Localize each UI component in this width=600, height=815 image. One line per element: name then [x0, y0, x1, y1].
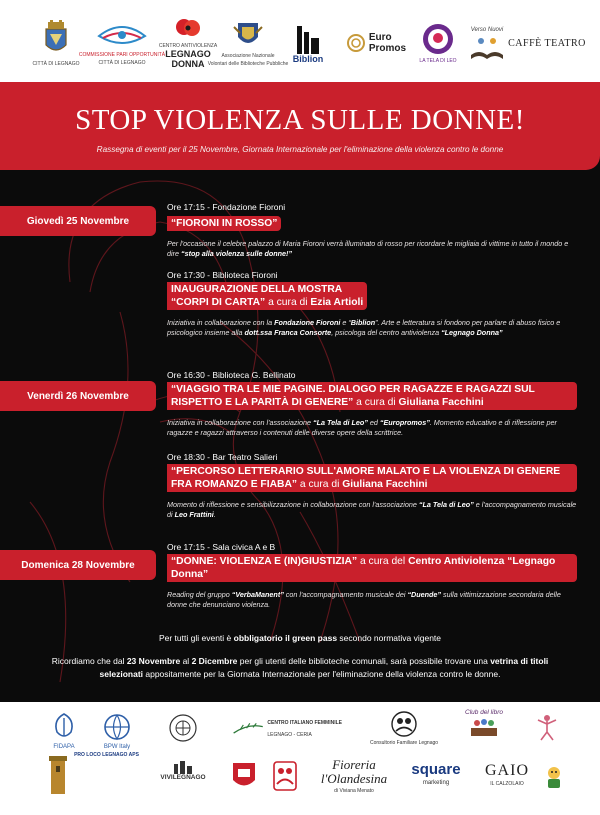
la-tela-di-leo-logo: LA TELA DI LEO [418, 14, 458, 72]
mascot-logo [540, 764, 568, 790]
city-skyline-icon [172, 760, 194, 774]
associazione-volontari-logo: Associazione Nazionale Volontari delle Biblioteche Pubbliche [222, 14, 274, 72]
olive-branch-icon [232, 720, 264, 738]
centro-antiviolenza-logo: CENTRO ANTIVIOLENZA LEGNAGO DONNA [160, 14, 216, 72]
shield-badge-icon [230, 760, 258, 792]
dancing-figure-icon [533, 712, 561, 742]
comune-legnago-logo: CITTÀ DI LEGNAGO [36, 14, 76, 72]
consultorio-familiare-logo: Consultorio Familiare Legnago [362, 710, 446, 746]
event-title: “PERCORSO LETTERARIO SULL'AMORE MALATO E LA VIOLENZA DI GENERE FRA ROMANZO E FIABA” a cura di Giuliana Facchini [167, 464, 577, 492]
event-description: Per l'occasione il celebre palazzo di Maria Fioroni verrà illuminato di rosso per ricordare le migliaia di vittime in tutto il mondo e dire “stop alla violenza sulle donne!” [167, 239, 569, 258]
biblion-logo: Biblion [286, 14, 330, 72]
vivilegnago-logo: VIVILEGNAGO [150, 760, 216, 781]
library-reminder-note: Ricordiamo che dal 23 Novembre al 2 Dicembre per gli utenti delle biblioteche comunali, sarà possibile trovare una vetrina di titoli selezionati appositamente per la Giornata Internazionale per l'eliminazione della violenza contro le donne. [51, 656, 549, 679]
seal-icon [168, 712, 198, 744]
event-description: Iniziativa in collaborazione con l'associazione “La Tela di Leo” ed “Europromos”. Momento educativo e di riflessione per ragazze e ragazzi attraverso i contenuti delle diverse opere della scrittrice. [167, 418, 557, 437]
pro-loco-legnago-logo: PRO LOCO LEGNAGO APS [44, 752, 140, 796]
day-label-domenica: Domenica 28 Novembre [0, 550, 156, 580]
tela-badge-icon [421, 22, 455, 56]
gaio-calzolaio-logo: GAIO IL CALZOLAIO [485, 762, 529, 787]
page-title: STOP VIOLENZA SULLE DONNE! [75, 104, 525, 136]
event-description: Reading del gruppo “VerbaManent” con l'accompagnamento musicale dei “Duende” sulla vittimizzazione secondaria delle donne che denunciano violenza. [167, 590, 561, 609]
books-icon [293, 22, 323, 54]
green-pass-note: Per tutti gli eventi è obbligatorio il green pass secondo normativa vigente [158, 633, 442, 643]
family-icon [390, 710, 418, 738]
event-time-place: Ore 17:15 - Fondazione Fioroni [167, 202, 286, 212]
red-badge-logo [228, 760, 260, 792]
centro-italiano-femminile-logo: CENTRO ITALIANO FEMMINILE LEGNAGO - CERIA [232, 720, 342, 738]
event-time-place: Ore 16:30 - Biblioteca G. Bellinato [167, 370, 296, 380]
rotary-style-logo [166, 712, 200, 744]
coat-of-arms-icon [41, 19, 71, 59]
event-corpi-di-carta [167, 270, 577, 338]
event-fioroni-in-rosso [167, 202, 577, 259]
event-description: Iniziativa in collaborazione con la Fondazione Fioroni e “Biblion”. Arte e letteratura si fondono per parlare di abuso fisico e psicologico insieme alla dott.ssa Franca Consorte, psicologa del centro antiviolenza “Legnago Donna” [167, 318, 561, 337]
top-logo-strip [0, 0, 600, 82]
bpw-italy-logo: BPW Italy [94, 712, 140, 750]
caffe-teatro-logo: CAFFÈ TEATRO [508, 37, 586, 49]
red-emblem-logo [270, 760, 300, 792]
open-book-icon [469, 33, 505, 61]
event-title: INAUGURAZIONE DELLA MOSTRA “CORPI DI CARTA” a cura di Ezia Artioli [167, 282, 367, 310]
commissione-pari-opportunita-logo: COMMISSIONE PARI OPPORTUNITÀ CITTÀ DI LEGNAGO [88, 14, 156, 72]
swirl-icon [346, 33, 366, 53]
main-panel [0, 82, 600, 702]
ribbon-figure-logo [530, 712, 564, 742]
fidapa-logo: FIDAPA [46, 712, 82, 750]
figures-emblem-icon [272, 760, 298, 792]
title-banner [0, 82, 600, 170]
europromos-logo: Euro Promos [340, 14, 412, 72]
event-time-place: Ore 17:30 - Biblioteca Fioroni [167, 270, 278, 280]
event-time-place: Ore 18:30 - Bar Teatro Salieri [167, 452, 278, 462]
eye-icon [95, 20, 149, 50]
square-marketing-logo: square marketing [411, 761, 461, 786]
tower-icon [45, 752, 71, 796]
poppy-icon [174, 17, 202, 41]
event-percorso-letterario [167, 452, 577, 520]
event-time-place: Ore 17:15 - Sala civica A e B [167, 542, 276, 552]
fidapa-emblem-icon [51, 712, 77, 742]
club-del-libro-logo: Club del libro [460, 710, 508, 738]
event-donne-violenza-ingiustizia [167, 542, 577, 610]
day-label-giovedi: Giovedì 25 Novembre [0, 206, 156, 236]
globe-icon [102, 712, 132, 742]
reading-figures-icon [467, 716, 501, 738]
page-subtitle: Rassegna di eventi per il 25 Novembre, Giornata Internazionale per l'eliminazione della violenza contro le donne [96, 145, 504, 154]
event-title: “VIAGGIO TRA LE MIE PAGINE. DIALOGO PER RAGAZZE E RAGAZZI SUL RISPETTO E LA PARITÀ DI GENERE” a cura di Giuliana Facchini [167, 382, 577, 410]
shield-crest-icon [232, 19, 264, 51]
day-label-venerdi: Venerdì 26 Novembre [0, 381, 156, 411]
event-viaggio-tra-le-mie-pagine [167, 370, 577, 438]
fioreria-olandesina-logo: Fioreria l'Olandesina di Viviana Menato [320, 757, 388, 794]
event-description: Momento di riflessione e sensibilizzazione in collaborazione con l'associazione “La Tela di Leo” e l'accompagnamento musicale di Leo Frattini. [167, 500, 577, 519]
event-title: “FIORONI IN ROSSO” [167, 216, 281, 231]
event-title: “DONNE: VIOLENZA E (IN)GIUSTIZIA” a cura del Centro Antiviolenza “Legnago Donna” [167, 554, 577, 582]
mascot-icon [542, 764, 566, 790]
verso-nuovi-logo: Verso Nuovi [464, 14, 510, 72]
sponsor-logo-strip [0, 702, 600, 815]
